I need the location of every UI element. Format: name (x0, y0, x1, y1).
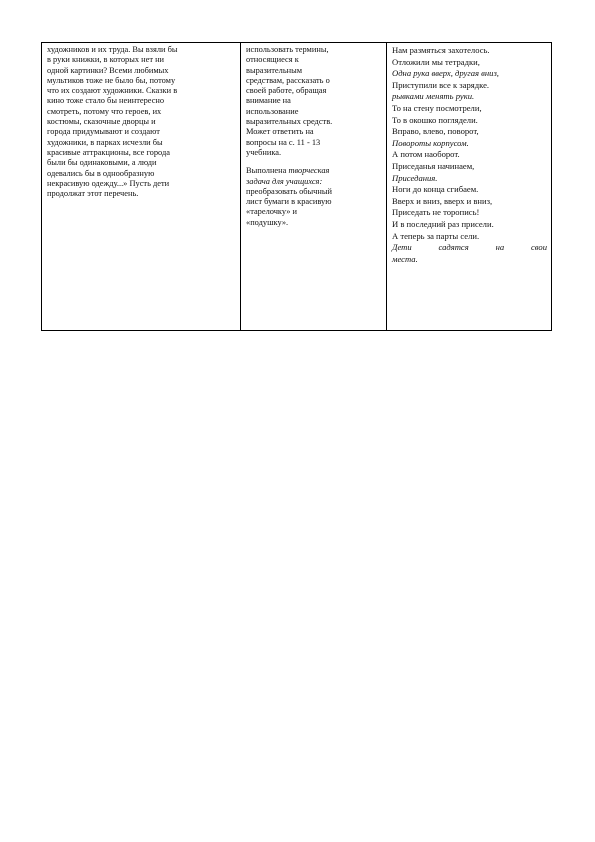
text-line: костюмы, сказочные дворцы и (47, 117, 156, 127)
final-word-last: места. (392, 253, 418, 264)
poem-line: Нам размяться захотелось. (392, 45, 490, 55)
task-heading-plain: Выполнена (246, 166, 289, 176)
text-line: средствам, рассказать о (246, 75, 330, 85)
text-line: красивые аттракционы, все города (47, 147, 170, 157)
text-line: внимание на (246, 96, 291, 106)
poem-line: А потом наоборот. (392, 149, 460, 160)
text-line: выразительным (246, 65, 303, 75)
text-line: художники, в парках исчезли бы (47, 137, 163, 147)
text-line: Может ответить на (246, 127, 314, 137)
text-line: вопросы на с. 11 - 13 (246, 137, 321, 147)
poem-line: Отложили мы тетрадки, (392, 56, 480, 67)
final-word: на (495, 242, 505, 253)
poem-line: Ноги до конца сгибаем. (392, 184, 479, 195)
text-line: «тарелочку» и (246, 207, 298, 217)
text-line: мультиков тоже не было бы, потому (47, 75, 176, 85)
final-instruction (392, 242, 547, 254)
exercise-instruction-line: рывками менять руки. (392, 91, 475, 102)
text-line: использовать термины, (246, 45, 329, 54)
exercise-instruction-line: Повороты корпусом. (392, 137, 469, 148)
poem-line: И в последний раз присели. (392, 218, 494, 229)
poem-line: Приседанья начинаем, (392, 160, 475, 171)
text-line: лист бумаги в красивую (246, 197, 332, 207)
teacher-speech-text (47, 45, 236, 199)
poem-line: Вверх и вниз, вверх и вниз, (392, 195, 493, 206)
physical-exercise-cell (387, 43, 552, 331)
text-line: использование (246, 106, 299, 116)
poem-line: А теперь за парты сели. (392, 230, 480, 241)
poem-line: Вправо, влево, поворот, (392, 126, 479, 137)
poem-line: Приступили все к зарядке. (392, 79, 490, 90)
student-activity-cell (241, 43, 387, 331)
poem-line: То в окошко поглядели. (392, 114, 478, 125)
text-line: «подушку». (246, 217, 289, 227)
exercise-poem-text (392, 45, 547, 242)
text-line: преобразовать обычный (246, 186, 332, 196)
text-line: продолжат этот перечень. (47, 189, 139, 199)
text-line: города придумывают и создают (47, 127, 160, 137)
text-line: художников и их труда. Вы взяли бы (47, 45, 178, 54)
task-heading-italic-2: задача для учащихся: (246, 176, 323, 186)
student-outcomes-text (246, 45, 382, 158)
text-line: одной картинки? Всеми любимых (47, 65, 169, 75)
text-line: некрасивую одежду...» Пусть дети (47, 178, 170, 188)
final-word: свои (530, 242, 547, 253)
teacher-activity-cell (42, 43, 241, 331)
text-line: одевались бы в однообразную (47, 168, 155, 178)
exercise-instruction-line: Приседания. (392, 172, 438, 183)
creative-task-text (246, 166, 382, 228)
text-line: смотреть, потому что героев, их (47, 106, 162, 116)
text-line: своей работе, обращая (246, 86, 327, 96)
poem-line: Приседать не торопись! (392, 207, 480, 218)
exercise-instruction-line: Одна рука вверх, другая вниз, (392, 68, 499, 79)
text-line: были бы одинаковыми, а люди (47, 158, 157, 168)
lesson-table (41, 42, 552, 331)
final-word: Дети (392, 242, 412, 253)
text-line: кино тоже стало бы неинтересно (47, 96, 165, 106)
final-word: садятся (438, 242, 469, 253)
text-line: в руки книжки, в которых нет ни (47, 55, 165, 65)
text-line: относящиеся к (246, 55, 299, 65)
text-line: учебника. (246, 147, 282, 157)
text-line: выразительных средств. (246, 117, 333, 127)
poem-line: То на стену посмотрели, (392, 102, 482, 113)
task-heading-italic: творческая (288, 166, 330, 176)
text-line: что их создают художники. Сказки в (47, 86, 178, 96)
table-row (42, 43, 552, 331)
